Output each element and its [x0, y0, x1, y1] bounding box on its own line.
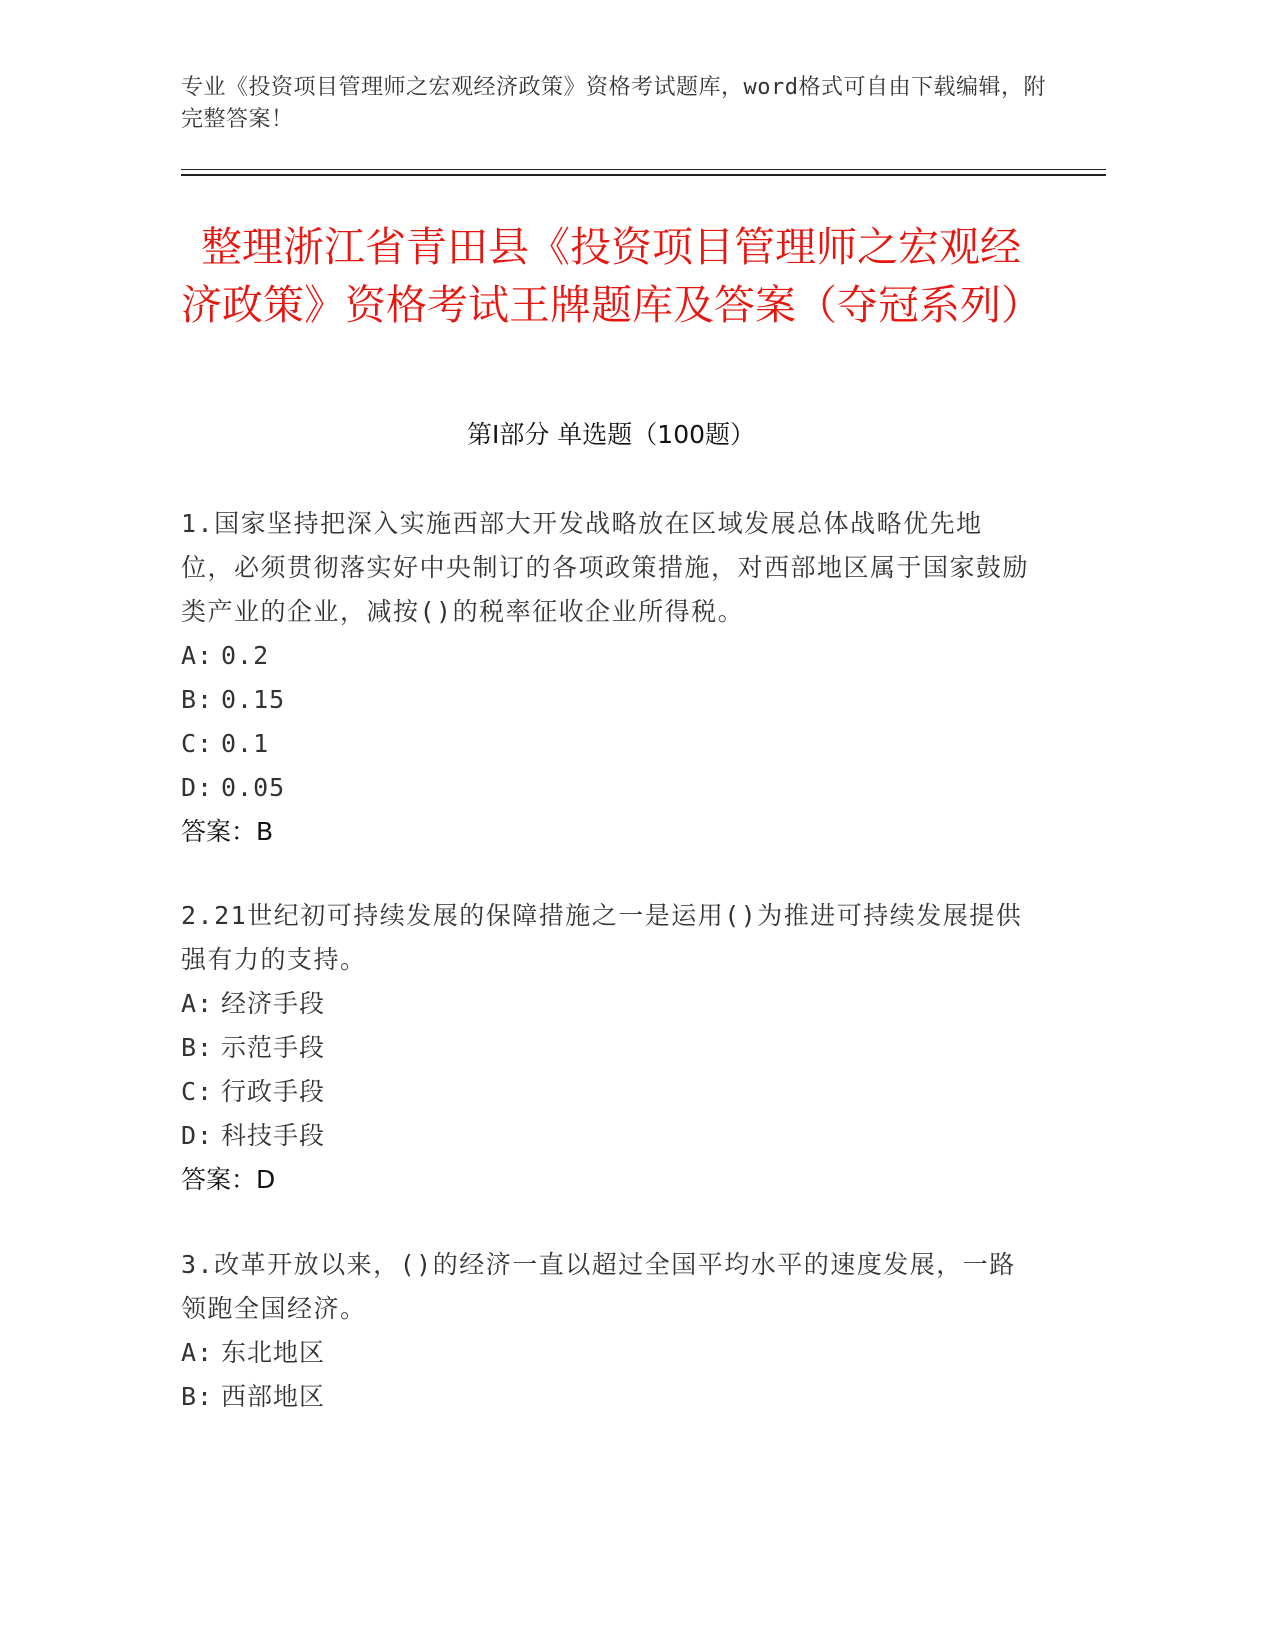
option-letter: B: — [181, 685, 214, 714]
option-c — [181, 722, 1031, 766]
option-letter: A: — [181, 1338, 214, 1367]
option-text: 行政手段 — [221, 1077, 326, 1106]
option-letter: C: — [181, 729, 214, 758]
option-letter: B: — [181, 1382, 214, 1411]
question-stem: 3.改革开放以来，()的经济一直以超过全国平均水平的速度发展，一路领跑全国经济。 — [181, 1250, 1016, 1323]
option-b — [181, 1026, 1031, 1070]
option-text: 0.2 — [221, 641, 270, 670]
option-d — [181, 1114, 1031, 1158]
section-heading: 第Ⅰ部分 单选题（100题） — [466, 420, 756, 449]
option-letter: D: — [181, 1121, 214, 1150]
answer: 答案：D — [181, 1165, 276, 1194]
question-stem: 1.国家坚持把深入实施西部大开发战略放在区域发展总体战略优先地位，必须贯彻落实好中央制订的各项政策措施，对西部地区属于国家鼓励类产业的企业，减按()的税率征收企业所得税。 — [181, 509, 1030, 626]
option-b — [181, 678, 1031, 722]
option-text: 0.05 — [221, 773, 286, 802]
question-2 — [181, 894, 1031, 1202]
option-text: 示范手段 — [221, 1033, 326, 1062]
option-b — [181, 1375, 1031, 1419]
option-letter: C: — [181, 1077, 214, 1106]
question-stem: 2.21世纪初可持续发展的保障措施之一是运用()为推进可持续发展提供强有力的支持。 — [181, 901, 1023, 974]
option-letter: A: — [181, 641, 214, 670]
option-text: 0.15 — [221, 685, 286, 714]
option-letter: D: — [181, 773, 214, 802]
option-a — [181, 634, 1031, 678]
question-3 — [181, 1243, 1031, 1419]
option-d — [181, 766, 1031, 810]
option-text: 0.1 — [221, 729, 270, 758]
option-a — [181, 982, 1031, 1026]
option-text: 科技手段 — [221, 1121, 326, 1150]
option-c — [181, 1070, 1031, 1114]
header-divider-thin — [181, 169, 1106, 170]
question-1 — [181, 502, 1031, 854]
option-text: 西部地区 — [221, 1382, 326, 1411]
header-note: 专业《投资项目管理师之宏观经济政策》资格考试题库，word格式可自由下载编辑，附完整答案！ — [181, 75, 1046, 132]
option-letter: B: — [181, 1033, 214, 1062]
option-a — [181, 1331, 1031, 1375]
document-title: 整理浙江省青田县《投资项目管理师之宏观经济政策》资格考试王牌题库及答案（夺冠系列） — [181, 223, 1042, 329]
header-divider-thick — [181, 174, 1106, 176]
option-text: 东北地区 — [221, 1338, 326, 1367]
option-letter: A: — [181, 989, 214, 1018]
answer: 答案：B — [181, 817, 274, 846]
option-text: 经济手段 — [221, 989, 326, 1018]
